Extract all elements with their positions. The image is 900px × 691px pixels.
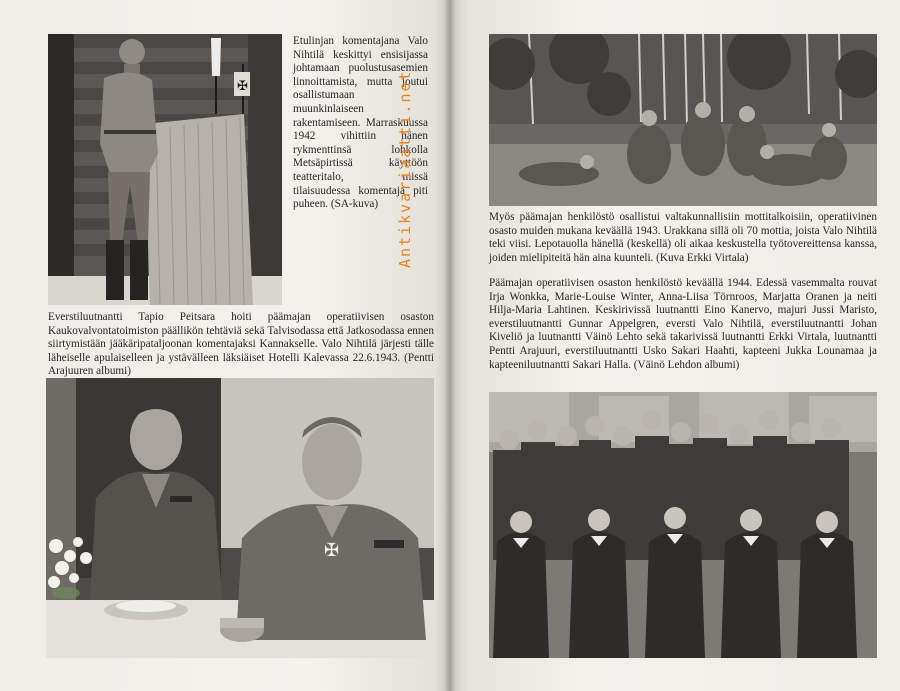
left-middle-caption: Everstiluutnantti Tapio Peitsara hoiti päämajan operatiivisen osaston Kaukovalvontatoimiston päällikön tehtäviä sekä Talvisodassa että Jatkosodassa ennen siirtymistään jääkäripataljoonan komentajaksi Kannakselle. Valo Nihtilä järjesti tälle läheiselle apulaiselleen ja ystävälleen läksiäiset Hotelli Kalevassa 22.6.1943. (Pentti Arajuuren albumi) (48, 311, 434, 378)
left-top-caption: Etulinjan komentajana Valo Nihtilä keskittyi ensisijassa johtamaan puolustusasemien linnoittamista, mutta joutui osallistumaan muunkinlaiseen rakentamiseen. Marraskuussa 1942 vihittiin hänen rykmenttinsä lohkolla Metsäpirtissä käyttöön teatteritalo, missä tilaisuudessa komentaja piti puheen. (SA-kuva) (293, 35, 428, 211)
podium-speech-photo (48, 34, 282, 305)
right-top-caption: Myös päämajan henkilöstö osallistui valtakunnallisiin mottitalkoisiin, operatiivinen osasto muiden mukana keväällä 1943. Urakkana sillä oli 70 mottia, joista Valo Nihtilä teki viisi. Lepotauolla hänellä (keskellä) oli aikaa keskustella työtovereittensa kanssa, joiden mielipiteitä hän aina kuunteli. (Kuva Erkki Virtala) (489, 211, 877, 264)
forest-rest-group-photo (489, 34, 877, 206)
staff-group-portrait-photo (489, 392, 877, 658)
left-page (0, 0, 449, 691)
book-gutter (444, 0, 456, 691)
right-middle-caption: Päämajan operatiivisen osaston henkilöstö keväällä 1944. Edessä vasemmalta rouvat Irja Wonkka, Marie-Louise Winter, Anna-Liisa Törnroos, Marjatta Oranen ja neiti Hilja-Maria Lahtinen. Keskirivissä luutnantti Eino Kanervo, majuri Jussi Maristo, everstiluutnantti Gunnar Appelgren, eversti Valo Nihtilä, everstiluutnantti Johan Kiveliö ja luutnantti Väinö Lehto sekä takarivissä luutnantti Erkki Virtala, luutnantti Pentti Arajuuri, everstiluutnantti Usko Sakari Haahti, kapteeni Jukka Lounamaa ja kapteeniluutnantti Sakari Halla. (Väinö Lehdon albumi) (489, 277, 877, 371)
right-page (449, 0, 900, 691)
two-officers-at-table-photo (46, 378, 434, 658)
svg-text:✠: ✠ (324, 540, 340, 560)
svg-text:✠: ✠ (237, 78, 248, 93)
watermark-text: Antikvariaatti.net (396, 69, 414, 268)
